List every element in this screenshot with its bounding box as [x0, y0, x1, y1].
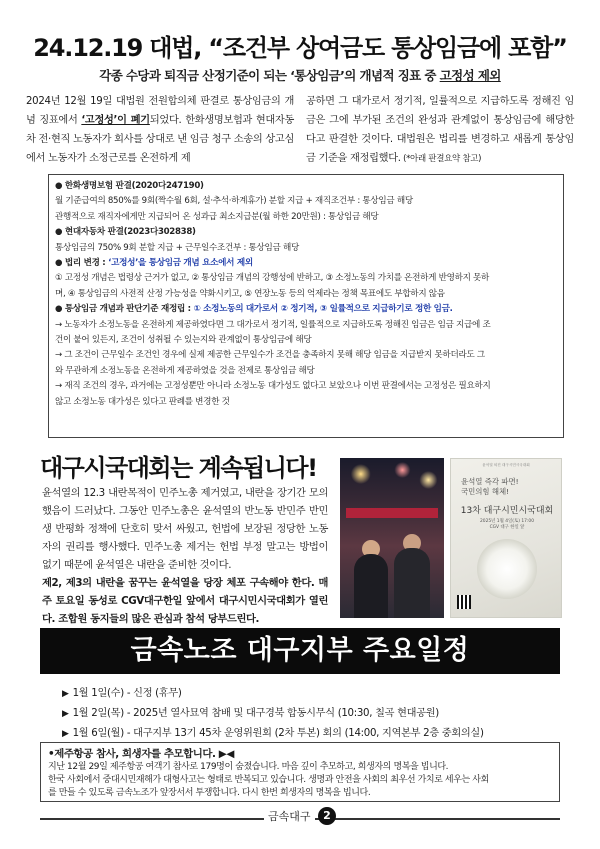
- poster-top: 윤석열 퇴진 대구시민시국대회: [482, 463, 530, 467]
- triangle-bullet-icon: ▶: [62, 689, 69, 699]
- rally-photo: [340, 458, 444, 618]
- left-text-a: 2024년 12월 19일 대법원 전원합의체 판결로 통상임금의 개념 징표에서: [26, 96, 294, 126]
- case1-line2: 관행적으로 재직자에게만 지급되어 온 성과급 최소지급분(월 하한 20만원) : 통상임금 해당: [55, 211, 379, 222]
- article-right-column: [306, 92, 574, 169]
- poster-headline: 13차 대구시민시국대회: [460, 506, 554, 516]
- poster-slogan: [461, 477, 519, 497]
- criteria-label: ● 통상임금 개념과 판단기준 재정립 :: [55, 304, 194, 315]
- article-subtitle: [14, 66, 586, 84]
- memorial-box: [40, 742, 560, 802]
- criteria-value: ① 소정노동의 대가로서 ② 정기적, ③ 일률적으로 지급하기로 정한 임금.: [193, 304, 453, 315]
- arrow1-line2: 건이 붙어 있든지, 조건이 성취될 수 있는지와 관계없이 통상임금에 해당: [55, 335, 312, 346]
- reasons-line1: ① 고정성 개념은 법령상 근거가 없고, ② 통상임금 개념의 강행성에 반하고, ③ 소정노동의 가치를 온전하게 반영하지 못하: [55, 273, 490, 284]
- article-title: 24.12.19 대법, “조건부 상여금도 통상임금에 포함”: [33, 34, 567, 62]
- arrow2-line2: 와 무관하게 소정노동을 온전하게 제공하였을 것을 전제로 통상임금 해당: [55, 365, 315, 376]
- right-text: 공하면 그 대가로서 정기적, 일률적으로 지급하도록 정해진 임금은 그에 부가된 조건의 완성과 관계없이 통상임금에 해당한다고 판결한 것이다. 대법원은 법리를 변경하고 새롭게 통상임금 기준을 재정립했다.: [306, 96, 574, 164]
- poster-place: CGV 대구 한일 앞: [489, 525, 525, 530]
- change-label: ● 법리 변경 :: [55, 258, 109, 269]
- poster-qr-code: [457, 595, 471, 609]
- poster-details: [459, 519, 555, 531]
- poster-line2: 국민의힘 해체!: [461, 487, 510, 496]
- change-row: [55, 256, 557, 271]
- memorial-line3: 를 만들 수 있도록 금속노조가 앞장서서 투쟁합니다. 다시 한번 희생자의 명복을 빕니다.: [48, 788, 371, 798]
- schedule-item: [62, 704, 484, 724]
- change-value: ‘고정성’을 통상임금 개념 요소에서 제외: [108, 258, 253, 269]
- page-number: 2: [318, 807, 336, 825]
- case2-title: ● 현대자동차 판결(2023다302838): [55, 227, 196, 238]
- poster-date: 2025년 1월 4일(토) 17:00: [480, 519, 534, 524]
- rally-paragraph-2: 제2, 제3의 내란을 꿈꾸는 윤석열을 당장 체포 구속해야 한다. 매주 토요일 동성로 CGV대구한일 앞에서 대구시민시국대회가 열린다. 조합원 동지들의 많은 관심과 참석 당부드린다.: [42, 577, 328, 625]
- case1-title: ● 한화생명보험 판결(2020다247190): [55, 181, 204, 191]
- schedule-item: [62, 724, 484, 744]
- stage-lights: [340, 458, 444, 498]
- ruling-summary-box: [48, 174, 564, 438]
- subtitle-text: 각종 수당과 퇴직금 산정기준이 되는 ‘통상임금’의 개념적 징표 중: [99, 68, 440, 83]
- case1-line1: 월 기준급여의 850%를 9회(짝수월 6회, 설·추석·하계휴가) 분할 지급 + 재직조건부 : 통상임금 해당: [55, 196, 413, 207]
- person-body: [394, 548, 430, 618]
- triangle-bullet-icon: ▶: [62, 729, 69, 739]
- rally-paragraph-1: 윤석열의 12.3 내란목적이 민주노총 제거였고, 내란을 장기간 모의했음이 드러났다. 그동안 민주노총은 윤석열의 반노동 반민주 반민생 반평화 정책에 단호히 맞서 싸웠고, 헌법에 보장된 정당한 노동자의 권리를 행사했다. 민주노총 제거는 헌법 부정 말고는 방법이 없기 때문에 윤석열은 내란을 준비한 것이다.: [42, 487, 328, 571]
- rally-banner: [346, 508, 438, 518]
- triangle-bullet-icon: ▶: [62, 709, 69, 719]
- article-left-column: [26, 92, 294, 168]
- schedule-title: 금속노조 대구지부 주요일정: [40, 628, 560, 674]
- footer-label: 금속대구: [264, 808, 315, 824]
- poster-line1: 윤석열 즉각 파면!: [461, 477, 519, 486]
- page-footer: [0, 807, 600, 825]
- left-text-c: 되었다. 한화생명보험과 현대자동차 전·현직 노동자가 회사를 상대로 낸 임금 청구 소송의 상고심에서 노동자가 소정근로를 온전하게 제: [26, 115, 294, 164]
- memorial-title: •제주항공 참사, 희생자를 추모합니다. ▶◀: [48, 748, 234, 760]
- memorial-line1: 지난 12월 29일 제주항공 여객기 참사로 179명이 숨졌습니다. 마음 깊이 추모하고, 희생자의 명복을 빕니다.: [48, 762, 449, 772]
- schedule-item-text: 1월 2일(목) - 2025년 열사묘역 참배 및 대구경북 합동시무식 (10:30, 칠곡 현대공원): [72, 708, 439, 719]
- schedule-list: [62, 684, 484, 744]
- rally-title: 대구시국대회는 계속됩니다!: [40, 454, 317, 482]
- schedule-item-text: 1월 6일(월) - 대구지부 13기 45차 운영위원회 (2차 투본) 회의 (14:00, 지역본부 2층 중회의실): [72, 728, 484, 739]
- rally-text: [42, 484, 328, 628]
- reasons-line2: 며, ④ 통상임금의 사전적 산정 가능성을 약화시키고, ⑤ 연장노동 등의 억제라는 정책 목표에도 부합하지 않음: [55, 288, 445, 299]
- rally-poster: [450, 458, 562, 618]
- person-body: [354, 554, 388, 618]
- memorial-line2: 한국 사회에서 중대시민재해가 대형사고는 형태로 반복되고 있습니다. 생명과 안전을 사회의 최우선 가치로 세우는 사회: [48, 775, 489, 785]
- arrow1-line1: → 노동자가 소정노동을 온전하게 제공하였다면 그 대가로서 정기적, 일률적으로 지급하도록 정해진 임금은 임금 지급에 조: [55, 319, 491, 330]
- schedule-item-text: 1월 1일(수) - 신정 (휴무): [72, 688, 182, 699]
- arrow3-line2: 않고 소정노동 대가성은 있다고 판례를 변경한 것: [55, 396, 230, 407]
- right-note: (*아래 판결요약 참고): [400, 154, 482, 164]
- arrow2-line1: → 그 조건이 근무일수 조건인 경우에 실제 제공한 근무일수가 조건을 충족하지 못해 해당 임금을 지급받지 못하더라도 그: [55, 350, 485, 361]
- schedule-item: [62, 684, 484, 704]
- criteria-row: [55, 302, 557, 317]
- poster-flower-image: [477, 539, 537, 599]
- left-emphasis: ‘고정성’이 폐기: [81, 115, 150, 126]
- subtitle-emphasis: 고정성 제외: [439, 68, 501, 83]
- case2-line1: 통상임금의 750% 9회 분할 지급 + 근무일수조건부 : 통상임금 해당: [55, 242, 299, 253]
- arrow3-line1: → 재직 조건의 경우, 과거에는 고정성뿐만 아니라 소정노동 대가성도 없다고 보았으나 이번 판결에서는 고정성은 필요하지: [55, 381, 491, 392]
